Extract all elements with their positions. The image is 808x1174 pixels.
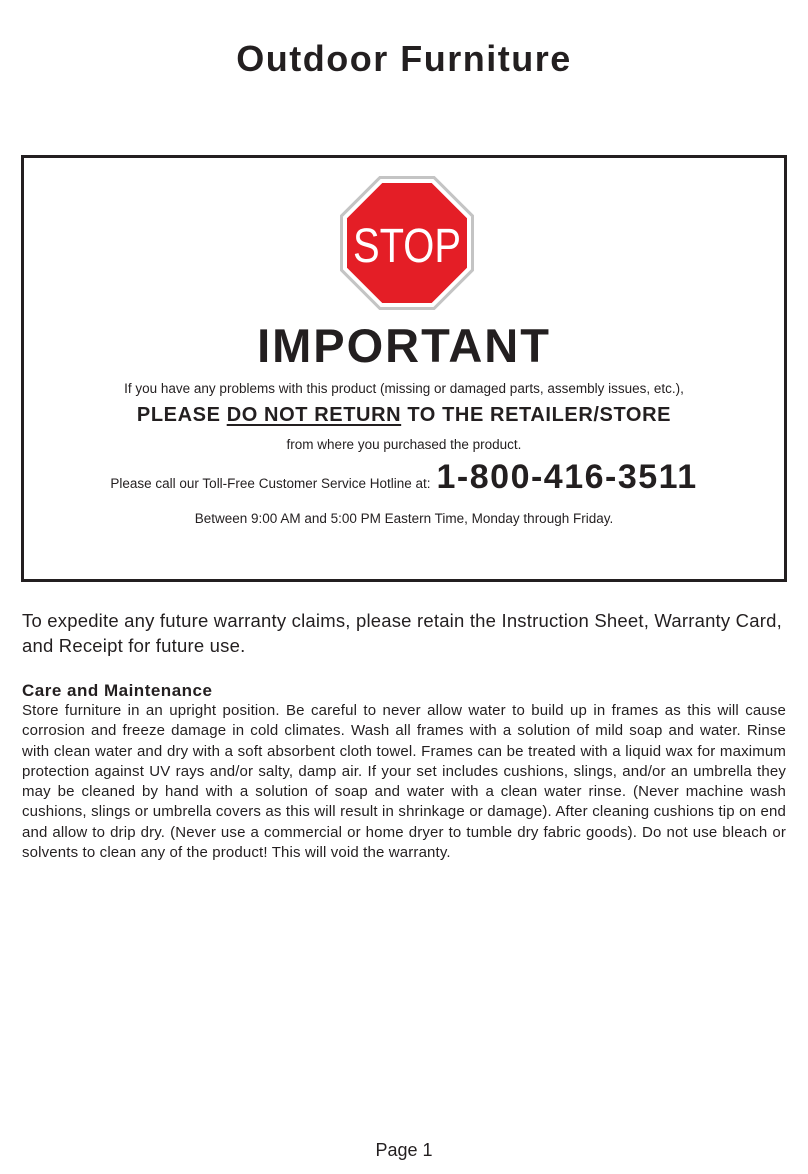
problems-notice: If you have any problems with this product (missing or damaged parts, assembly issues, etc.), <box>124 381 684 396</box>
do-not-return-emphasis: DO NOT RETURN <box>226 404 402 426</box>
page-title: Outdoor Furniture <box>236 38 572 79</box>
care-maintenance-body: Store furniture in an upright position. Be careful to never allow water to build up in frames as this will cause corrosion and freeze damage in cold climates. Wash all frames with a solution of mild soap and water. Rinse with clean water and dry with a soft absorbent cloth towel. Frames can be treated with a liquid wax for maximum protection against UV rays and/or salty, damp air. If your set includes cushions, slings, and/or an umbrella they may be cleaned by hand with a solution of soap and water with a clean water rinse. (Never machine wash cushions, slings or umbrella covers as this will result in shrinkage or damage). After cleaning cushions tip on end and allow to drip dry. (Never use a commercial or home dryer to tumble dry fabric goods). Do not use bleach or solvents to clean any of the product! This will void the warranty. <box>22 702 786 862</box>
care-maintenance-heading: Care and Maintenance <box>22 681 213 700</box>
return-suffix: TO THE RETAILER/STORE <box>401 404 672 426</box>
stop-sign-icon <box>340 176 474 310</box>
hotline-line <box>24 458 784 497</box>
do-not-return-notice <box>24 404 784 427</box>
return-prefix: PLEASE <box>136 404 227 426</box>
stop-sign-text: STOP <box>353 220 461 273</box>
important-notice-box <box>21 155 787 582</box>
purchase-location-note: from where you purchased the product. <box>286 437 522 452</box>
hotline-label: Please call our Toll-Free Customer Service Hotline at: <box>110 476 431 491</box>
hotline-phone-number: 1-800-416-3511 <box>436 458 698 496</box>
page-number: Page 1 <box>375 1140 433 1160</box>
service-hours: Between 9:00 AM and 5:00 PM Eastern Time, Monday through Friday. <box>194 511 614 526</box>
warranty-note: To expedite any future warranty claims, please retain the Instruction Sheet, Warranty Card, and Receipt for future use. <box>22 610 782 656</box>
important-heading: IMPORTANT <box>257 319 551 372</box>
